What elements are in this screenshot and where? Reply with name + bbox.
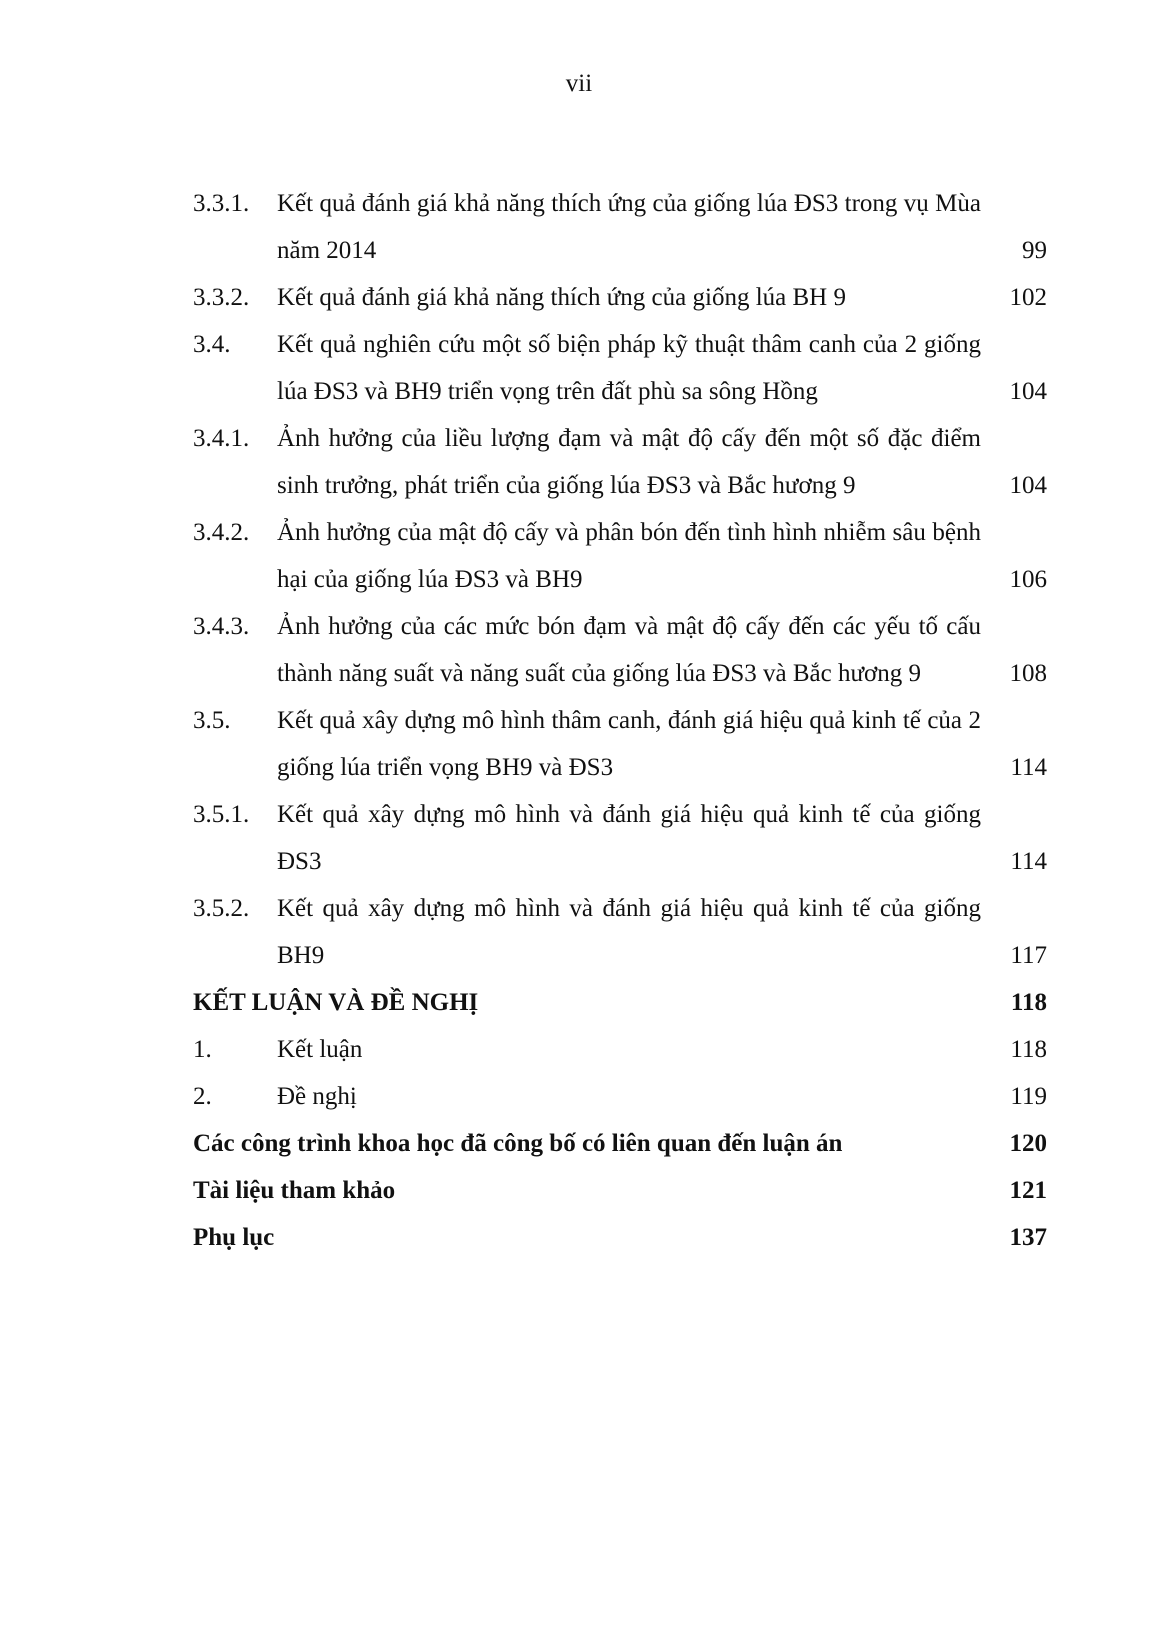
toc-entry-title: Tài liệu tham khảo: [193, 1177, 396, 1204]
toc-entry-title: Kết quả xây dựng mô hình và đánh giá hiệu quả kinh tế của giống BH9: [277, 895, 981, 969]
toc-entry-3-4-1[interactable]: [193, 415, 1047, 509]
toc-entry-conclusion-1[interactable]: [193, 1026, 1047, 1073]
toc-entry-page: 99: [1022, 237, 1047, 264]
toc-entry-number: 3.3.1.: [193, 190, 250, 217]
toc-entry-number: 3.5.2.: [193, 895, 250, 922]
toc-entry-page: 120: [1009, 1130, 1047, 1157]
toc-entry-number: 3.4.2.: [193, 519, 250, 546]
toc-entry-title: Ảnh hưởng của các mức bón đạm và mật độ cấy đến các yếu tố cấu thành năng suất và năng suất của giống lúa ĐS3 và Bắc hương 9: [277, 613, 981, 687]
toc-entry-3-4[interactable]: [193, 321, 1047, 415]
toc-entry-number: 1.: [193, 1036, 212, 1063]
toc-entry-title: Ảnh hưởng của mật độ cấy và phân bón đến tình hình nhiễm sâu bệnh hại của giống lúa ĐS3 và BH9: [277, 519, 981, 593]
toc-entry-references[interactable]: [193, 1167, 1047, 1214]
toc-entry-page: 114: [1010, 848, 1047, 875]
toc-entry-title: KẾT LUẬN VÀ ĐỀ NGHỊ: [193, 989, 479, 1016]
table-of-contents: [193, 180, 1047, 1261]
toc-entry-page: 121: [1009, 1177, 1047, 1204]
toc-entry-page: 106: [1009, 566, 1047, 593]
toc-entry-number: 3.4.3.: [193, 613, 250, 640]
toc-entry-page: 104: [1009, 472, 1047, 499]
toc-entry-title: Kết quả đánh giá khả năng thích ứng của giống lúa BH 9: [277, 284, 846, 311]
toc-entry-3-4-2[interactable]: [193, 509, 1047, 603]
toc-entry-title: Các công trình khoa học đã công bố có liên quan đến luận án: [193, 1130, 843, 1157]
toc-entry-title: Đề nghị: [277, 1083, 357, 1110]
toc-entry-title: Phụ lục: [193, 1224, 275, 1251]
toc-entry-3-5[interactable]: [193, 697, 1047, 791]
toc-entry-title: Kết quả nghiên cứu một số biện pháp kỹ thuật thâm canh của 2 giống lúa ĐS3 và BH9 triển vọng trên đất phù sa sông Hồng: [277, 331, 981, 405]
toc-entry-page: 108: [1009, 660, 1047, 687]
toc-entry-conclusion[interactable]: [193, 979, 1047, 1026]
toc-entry-conclusion-2[interactable]: [193, 1073, 1047, 1120]
toc-entry-page: 114: [1010, 754, 1047, 781]
toc-entry-number: 3.4.1.: [193, 425, 250, 452]
page-number: vii: [565, 70, 593, 97]
toc-entry-page: 118: [1010, 1036, 1047, 1063]
toc-entry-title: Kết quả đánh giá khả năng thích ứng của giống lúa ĐS3 trong vụ Mùa năm 2014: [277, 190, 981, 264]
toc-entry-number: 2.: [193, 1083, 212, 1110]
toc-entry-page: 102: [1009, 284, 1047, 311]
toc-entry-page: 119: [1010, 1083, 1047, 1110]
toc-entry-title: Ảnh hưởng của liều lượng đạm và mật độ cấy đến một số đặc điểm sinh trưởng, phát triển của giống lúa ĐS3 và Bắc hương 9: [277, 425, 981, 499]
toc-entry-publications[interactable]: [193, 1120, 1047, 1167]
toc-entry-number: 3.5.1.: [193, 801, 250, 828]
toc-entry-title: Kết quả xây dựng mô hình thâm canh, đánh giá hiệu quả kinh tế của 2 giống lúa triển vọng BH9 và ĐS3: [277, 707, 981, 781]
toc-entry-page: 117: [1010, 942, 1047, 969]
toc-entry-3-4-3[interactable]: [193, 603, 1047, 697]
toc-entry-appendix[interactable]: [193, 1214, 1047, 1261]
toc-entry-number: 3.5.: [193, 707, 231, 734]
toc-entry-3-5-1[interactable]: [193, 791, 1047, 885]
toc-entry-page: 137: [1009, 1224, 1047, 1251]
toc-entry-3-5-2[interactable]: [193, 885, 1047, 979]
toc-entry-3-3-1[interactable]: [193, 180, 1047, 274]
toc-entry-number: 3.3.2.: [193, 284, 250, 311]
toc-entry-title: Kết luận: [277, 1036, 363, 1063]
toc-entry-page: 104: [1009, 378, 1047, 405]
toc-entry-title: Kết quả xây dựng mô hình và đánh giá hiệu quả kinh tế của giống ĐS3: [277, 801, 981, 875]
toc-entry-3-3-2[interactable]: [193, 274, 1047, 321]
toc-entry-page: 118: [1010, 989, 1047, 1016]
toc-entry-number: 3.4.: [193, 331, 231, 358]
